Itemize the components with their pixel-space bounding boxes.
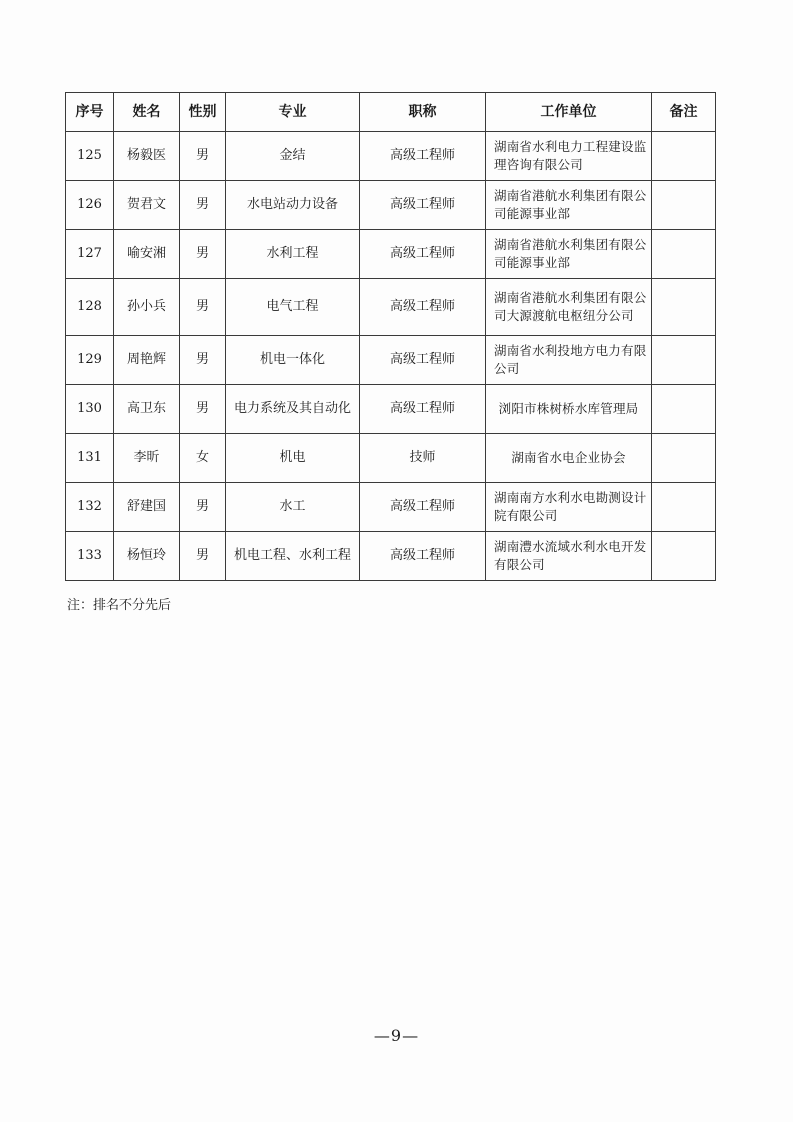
footnote: 注：排名不分先后 xyxy=(67,598,172,613)
table-row xyxy=(66,434,716,483)
header-title: 职称 xyxy=(360,93,486,132)
table-row xyxy=(66,181,716,230)
cell-unit xyxy=(486,279,652,336)
table-row xyxy=(66,532,716,581)
table-row xyxy=(66,132,716,181)
cell-unit xyxy=(486,132,652,181)
unit-line-2: 司能源事业部 xyxy=(494,255,571,270)
table-row xyxy=(66,336,716,385)
cell-no: 128 xyxy=(66,279,114,336)
header-remark: 备注 xyxy=(652,93,716,132)
table-header-row xyxy=(66,93,716,132)
cell-unit xyxy=(486,230,652,279)
cell-gender: 男 xyxy=(180,230,226,279)
cell-gender: 男 xyxy=(180,385,226,434)
unit-line-1: 湖南省水电企业协会 xyxy=(511,450,626,465)
cell-major: 机电工程、水利工程 xyxy=(226,532,360,581)
cell-title: 高级工程师 xyxy=(360,385,486,434)
cell-remark xyxy=(652,230,716,279)
cell-name: 李昕 xyxy=(114,434,180,483)
unit-line-1: 湖南省港航水利集团有限公 xyxy=(494,290,647,305)
cell-major: 电气工程 xyxy=(226,279,360,336)
cell-remark xyxy=(652,181,716,230)
cell-remark xyxy=(652,279,716,336)
cell-no: 132 xyxy=(66,483,114,532)
cell-major: 水利工程 xyxy=(226,230,360,279)
cell-remark xyxy=(652,336,716,385)
header-unit: 工作单位 xyxy=(486,93,652,132)
cell-no: 125 xyxy=(66,132,114,181)
cell-remark xyxy=(652,132,716,181)
header-name: 姓名 xyxy=(114,93,180,132)
cell-major: 机电一体化 xyxy=(226,336,360,385)
cell-no: 127 xyxy=(66,230,114,279)
cell-no: 133 xyxy=(66,532,114,581)
unit-line-1: 湖南澧水流域水利水电开发 xyxy=(494,539,647,554)
unit-line-2: 司大源渡航电枢纽分公司 xyxy=(494,308,634,323)
cell-major: 电力系统及其自动化 xyxy=(226,385,360,434)
cell-major: 金结 xyxy=(226,132,360,181)
unit-line-1: 湖南南方水利水电勘测设计 xyxy=(494,490,647,505)
cell-name: 孙小兵 xyxy=(114,279,180,336)
unit-line-2: 司能源事业部 xyxy=(494,206,571,221)
unit-line-1: 湖南省水利电力工程建设监 xyxy=(494,139,647,154)
unit-line-1: 湖南省港航水利集团有限公 xyxy=(494,188,647,203)
cell-title: 高级工程师 xyxy=(360,279,486,336)
cell-no: 131 xyxy=(66,434,114,483)
cell-gender: 男 xyxy=(180,532,226,581)
cell-major: 水工 xyxy=(226,483,360,532)
cell-no: 130 xyxy=(66,385,114,434)
table-row xyxy=(66,279,716,336)
cell-title: 高级工程师 xyxy=(360,532,486,581)
table-row xyxy=(66,483,716,532)
cell-name: 喻安湘 xyxy=(114,230,180,279)
cell-gender: 男 xyxy=(180,132,226,181)
cell-major: 水电站动力设备 xyxy=(226,181,360,230)
cell-name: 高卫东 xyxy=(114,385,180,434)
cell-no: 129 xyxy=(66,336,114,385)
cell-gender: 男 xyxy=(180,483,226,532)
cell-gender: 男 xyxy=(180,181,226,230)
personnel-table xyxy=(65,92,716,581)
cell-gender: 男 xyxy=(180,336,226,385)
unit-line-1: 湖南省水利投地方电力有限 xyxy=(494,343,647,358)
cell-gender: 男 xyxy=(180,279,226,336)
cell-unit xyxy=(486,434,652,483)
header-no: 序号 xyxy=(66,93,114,132)
header-gender: 性别 xyxy=(180,93,226,132)
cell-remark xyxy=(652,532,716,581)
unit-line-2: 院有限公司 xyxy=(494,508,558,523)
unit-line-2: 理咨询有限公司 xyxy=(494,157,583,172)
header-major: 专业 xyxy=(226,93,360,132)
page-number: —9— xyxy=(373,1026,420,1045)
cell-remark xyxy=(652,483,716,532)
table-row xyxy=(66,385,716,434)
cell-remark xyxy=(652,434,716,483)
unit-line-2: 有限公司 xyxy=(494,557,545,572)
cell-gender: 女 xyxy=(180,434,226,483)
cell-name: 舒建国 xyxy=(114,483,180,532)
cell-name: 贺君文 xyxy=(114,181,180,230)
cell-unit xyxy=(486,532,652,581)
cell-name: 周艳辉 xyxy=(114,336,180,385)
cell-remark xyxy=(652,385,716,434)
cell-unit xyxy=(486,483,652,532)
cell-major: 机电 xyxy=(226,434,360,483)
cell-title: 高级工程师 xyxy=(360,230,486,279)
cell-title: 高级工程师 xyxy=(360,483,486,532)
table-row xyxy=(66,230,716,279)
cell-unit xyxy=(486,336,652,385)
cell-title: 高级工程师 xyxy=(360,132,486,181)
unit-line-1: 湖南省港航水利集团有限公 xyxy=(494,237,647,252)
unit-line-2: 公司 xyxy=(494,361,520,376)
cell-unit xyxy=(486,385,652,434)
unit-line-1: 浏阳市株树桥水库管理局 xyxy=(498,401,639,416)
cell-title: 高级工程师 xyxy=(360,181,486,230)
cell-unit xyxy=(486,181,652,230)
cell-title: 技师 xyxy=(360,434,486,483)
cell-name: 杨毅医 xyxy=(114,132,180,181)
cell-title: 高级工程师 xyxy=(360,336,486,385)
cell-no: 126 xyxy=(66,181,114,230)
cell-name: 杨恒玲 xyxy=(114,532,180,581)
